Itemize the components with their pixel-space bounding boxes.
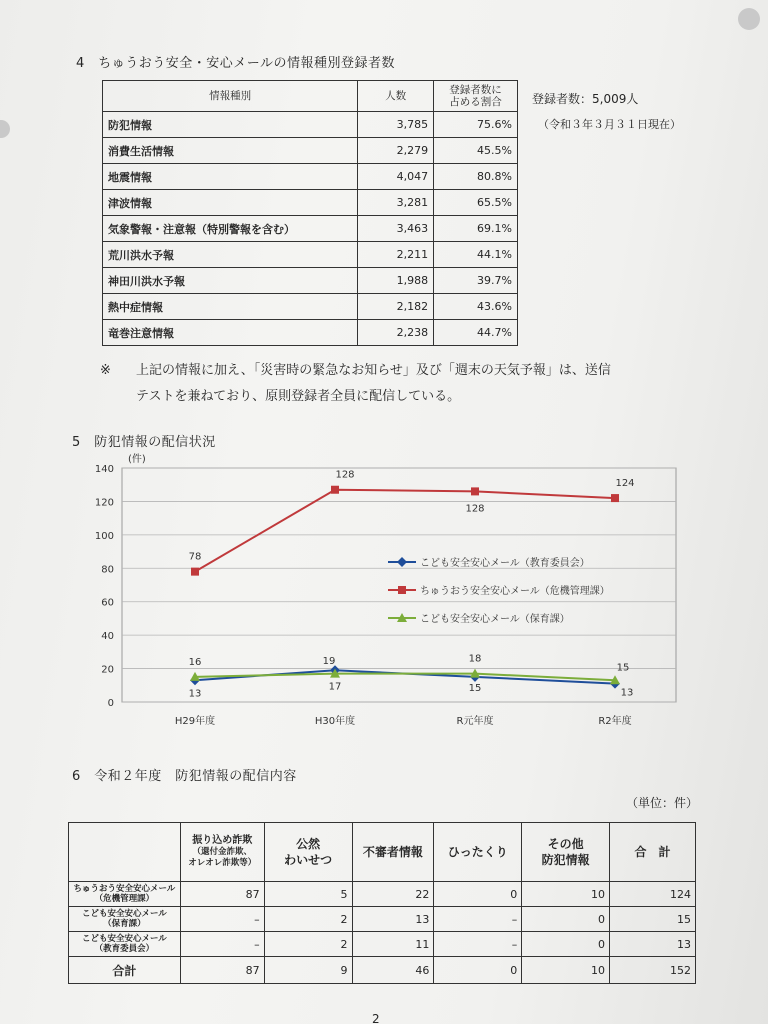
- cell: 87: [180, 882, 264, 907]
- cell: –: [180, 907, 264, 932]
- total-row: [69, 957, 696, 984]
- col-header-type: 情報種別: [103, 81, 358, 112]
- ratio: 75.6%: [434, 112, 518, 138]
- count: 2,211: [358, 242, 434, 268]
- info-type: 熱中症情報: [103, 294, 358, 320]
- cell: 0: [522, 907, 610, 932]
- data-label: 15: [616, 662, 630, 674]
- col-header-count: 人数: [358, 81, 434, 112]
- y-tick-label: 140: [94, 464, 114, 475]
- col-header-fraud-l1: 振り込め詐欺: [192, 835, 253, 846]
- cell: 11: [352, 932, 434, 957]
- info-type: 防犯情報: [103, 112, 358, 138]
- ratio: 80.8%: [434, 164, 518, 190]
- note-mark: ※: [100, 363, 111, 378]
- x-tick-label: H30年度: [314, 716, 356, 727]
- info-type: 荒川洪水予報: [103, 242, 358, 268]
- ratio: 44.1%: [434, 242, 518, 268]
- page-number: 2: [372, 1012, 380, 1024]
- note-line1: 上記の情報に加え、「災害時の緊急なお知らせ」及び「週末の天気予報」は、送信: [136, 363, 611, 378]
- y-tick-label: 120: [94, 497, 114, 509]
- data-label: 16: [188, 656, 202, 668]
- legend-marker: [397, 557, 407, 567]
- row-label-l1: ちゅうおう安全安心メール: [73, 884, 176, 894]
- y-tick-label: 20: [101, 664, 114, 676]
- col-header-indecency-l1: 公然: [296, 837, 321, 851]
- ratio: 69.1%: [434, 216, 518, 242]
- total-subscribers: 登録者数：5,009人: [532, 92, 639, 106]
- ratio: 45.5%: [434, 138, 518, 164]
- data-label: 18: [468, 653, 482, 665]
- info-type: 神田川洪水予報: [103, 268, 358, 294]
- plot-area: [122, 468, 676, 702]
- table-row: [103, 190, 518, 216]
- series-line: [195, 674, 615, 681]
- table-row: [69, 907, 696, 932]
- data-label: 15: [468, 682, 482, 694]
- data-label: 13: [620, 687, 634, 699]
- data-label: 128: [465, 503, 485, 515]
- cell: –: [434, 907, 522, 932]
- legend-label: こども安全安心メール（保育課）: [420, 614, 570, 625]
- col-header-snatching: ひったくり: [434, 823, 522, 882]
- count: 3,785: [358, 112, 434, 138]
- data-point: [471, 487, 479, 495]
- cell: 0: [434, 957, 522, 984]
- table-row: [103, 216, 518, 242]
- data-point: [191, 568, 199, 576]
- data-label: 78: [188, 551, 202, 563]
- table-row: [103, 294, 518, 320]
- corner-cell: [69, 823, 181, 882]
- count: 2,279: [358, 138, 434, 164]
- cell: 124: [610, 882, 696, 907]
- row-label-l2: （保育課）: [103, 919, 146, 929]
- table-row: [103, 242, 518, 268]
- data-label: 19: [322, 656, 336, 668]
- info-type: 津波情報: [103, 190, 358, 216]
- cell: 0: [522, 932, 610, 957]
- crime-alert-line-chart: [80, 450, 690, 740]
- cell: 9: [264, 957, 352, 984]
- x-tick-label: H29年度: [174, 716, 216, 727]
- row-label: [69, 882, 181, 907]
- table-row: [103, 320, 518, 346]
- row-label: [69, 932, 181, 957]
- x-tick-label: R元年度: [456, 716, 494, 727]
- ratio: 39.7%: [434, 268, 518, 294]
- table-row: [103, 164, 518, 190]
- col-header-other-l1: その他: [547, 837, 584, 851]
- table-row: [69, 882, 696, 907]
- y-tick-label: 40: [101, 631, 114, 643]
- y-tick-label: 80: [101, 564, 114, 576]
- cell: 15: [610, 907, 696, 932]
- table-row: [103, 112, 518, 138]
- binder-hole: [738, 8, 760, 30]
- ratio: 43.6%: [434, 294, 518, 320]
- section4-heading: 4 ちゅうおう安全・安心メールの情報種別登録者数: [76, 56, 396, 71]
- cell: 46: [352, 957, 434, 984]
- row-label-l2: （危機管理課）: [94, 894, 155, 904]
- col-header-fraud-l2: （還付金詐欺、: [192, 847, 252, 857]
- count: 2,238: [358, 320, 434, 346]
- as-of-date: （令和３年３月３１日現在）: [538, 118, 681, 131]
- table-header-row: [103, 81, 518, 112]
- legend-marker: [398, 586, 406, 594]
- col-header-total: 合 計: [610, 823, 696, 882]
- data-label: 124: [615, 478, 635, 490]
- data-point: [331, 486, 339, 494]
- row-label-l2: （教育委員会）: [94, 944, 155, 954]
- binder-hole: [0, 120, 10, 138]
- col-header-other-l2: 防犯情報: [541, 853, 590, 867]
- note-line2: テストを兼ねており、原則登録者全員に配信している。: [136, 389, 461, 404]
- data-point: [611, 494, 619, 502]
- count: 4,047: [358, 164, 434, 190]
- y-tick-label: 60: [101, 597, 114, 609]
- cell: 0: [434, 882, 522, 907]
- info-type: 竜巻注意情報: [103, 320, 358, 346]
- info-type: 地震情報: [103, 164, 358, 190]
- col-header-ratio-l2: 占める割合: [449, 96, 502, 108]
- table-header-row: [69, 823, 696, 882]
- cell: 2: [264, 907, 352, 932]
- total-label: 合計: [69, 957, 181, 984]
- data-label: 17: [328, 681, 342, 693]
- data-label: 13: [188, 688, 202, 700]
- info-type: 気象警報・注意報（特別警報を含む）: [103, 216, 358, 242]
- cell: 10: [522, 882, 610, 907]
- cell: –: [434, 932, 522, 957]
- legend-label: ちゅうおう安全安心メール（危機管理課）: [420, 586, 610, 597]
- cell: 10: [522, 957, 610, 984]
- cell: 2: [264, 932, 352, 957]
- footnote: [100, 358, 700, 410]
- y-tick-label: 0: [107, 698, 114, 709]
- col-header-indecency: [264, 823, 352, 882]
- cell: 13: [610, 932, 696, 957]
- col-header-ratio-l1: 登録者数に: [449, 84, 502, 96]
- subscriber-table: [102, 80, 518, 346]
- cell: –: [180, 932, 264, 957]
- row-label-l1: こども安全安心メール: [81, 909, 167, 919]
- count: 3,281: [358, 190, 434, 216]
- count: 1,988: [358, 268, 434, 294]
- cell: 152: [610, 957, 696, 984]
- data-label: 128: [335, 469, 355, 481]
- count: 3,463: [358, 216, 434, 242]
- table-row: [103, 268, 518, 294]
- section6-heading: 6 令和２年度 防犯情報の配信内容: [72, 769, 297, 784]
- legend-label: こども安全安心メール（教育委員会）: [420, 558, 590, 569]
- cell: 87: [180, 957, 264, 984]
- col-header-fraud: [180, 823, 264, 882]
- ratio: 44.7%: [434, 320, 518, 346]
- table-row: [103, 138, 518, 164]
- x-tick-label: R2年度: [598, 716, 632, 727]
- cell: 5: [264, 882, 352, 907]
- table-row: [69, 932, 696, 957]
- cell: 22: [352, 882, 434, 907]
- ratio: 65.5%: [434, 190, 518, 216]
- y-tick-label: 100: [94, 530, 114, 542]
- y-axis-label: (件): [128, 454, 146, 465]
- info-type: 消費生活情報: [103, 138, 358, 164]
- section5-heading: 5 防犯情報の配信状況: [72, 435, 216, 450]
- count: 2,182: [358, 294, 434, 320]
- cell: 13: [352, 907, 434, 932]
- distribution-table: [68, 822, 696, 984]
- row-label: [69, 907, 181, 932]
- col-header-other: [522, 823, 610, 882]
- col-header-suspicious: 不審者情報: [352, 823, 434, 882]
- col-header-indecency-l2: わいせつ: [284, 853, 333, 867]
- row-label-l1: こども安全安心メール: [81, 934, 167, 944]
- col-header-ratio: [434, 81, 518, 112]
- unit-label: （単位：件）: [626, 796, 699, 810]
- col-header-fraud-l3: オレオレ詐欺等）: [188, 858, 257, 868]
